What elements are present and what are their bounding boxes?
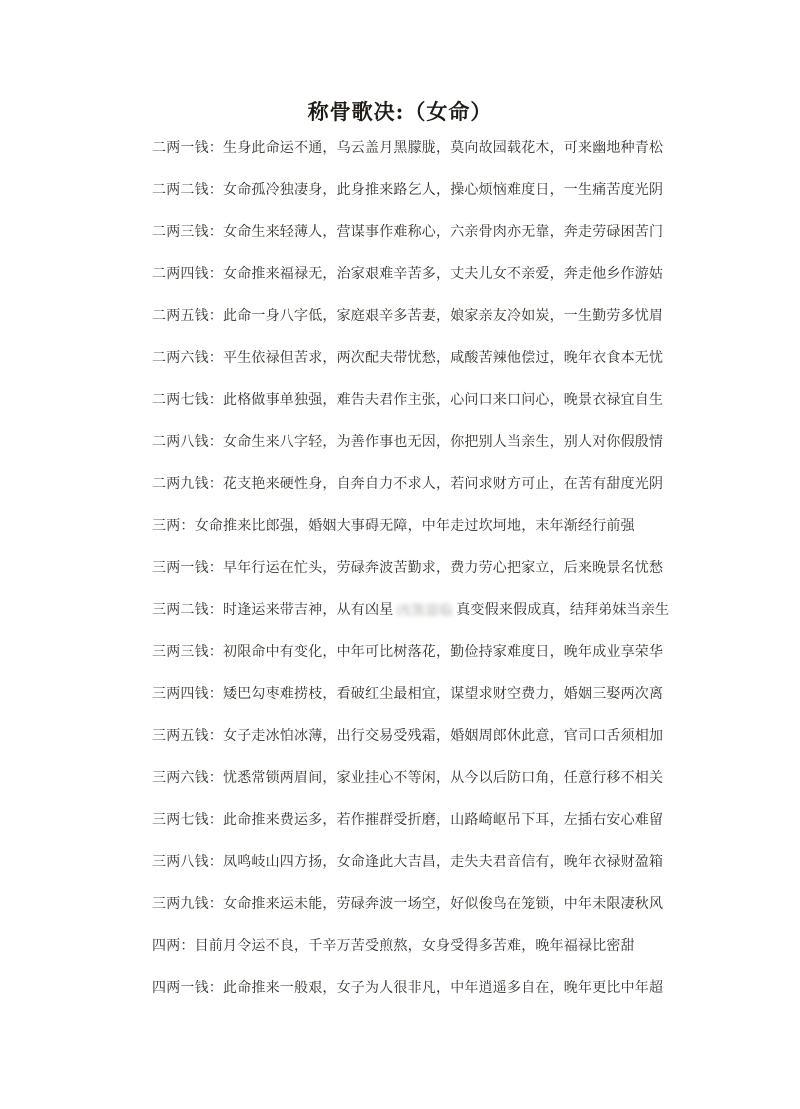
verse-weight: 三两七钱： — [152, 812, 223, 828]
verse-weight: 二两二钱： — [152, 182, 223, 198]
verse-weight: 二两六钱： — [152, 350, 223, 366]
verse-text: 女命推来运未能，劳碌奔波一场空，好似俊鸟在笼锁，中年未限凄秋风 — [223, 896, 664, 912]
verse-weight: 四两： — [152, 938, 195, 954]
verse-weight: 二两三钱： — [152, 224, 223, 240]
verse-weight: 二两四钱： — [152, 266, 223, 282]
verse-text: 花支艳来硬性身，自奔自力不求人，若问求财方可止，在苦有甜度光阴 — [223, 476, 664, 492]
verse-text: 此格做事单独强，难告夫君作主张，心问口来口问心，晚景衣禄宜自生 — [223, 392, 664, 408]
verse-line — [152, 295, 712, 337]
verse-list — [152, 127, 712, 1009]
verse-weight: 三两八钱： — [152, 854, 223, 870]
verse-text: 此命推来一般艰，女子为人很非凡，中年逍遥多自在，晚年更比中年超 — [223, 980, 664, 996]
verse-weight: 三两九钱： — [152, 896, 223, 912]
verse-line — [152, 337, 712, 379]
verse-text: 此命推来费运多，若作摧群受折磨，山路崎岖吊下耳，左插右安心难留 — [223, 812, 664, 828]
verse-line — [152, 505, 712, 547]
verse-line — [152, 421, 712, 463]
verse-line — [152, 127, 712, 169]
verse-line — [152, 967, 712, 1009]
verse-weight: 三两六钱： — [152, 770, 223, 786]
verse-weight: 二两九钱： — [152, 476, 223, 492]
verse-weight: 二两五钱： — [152, 308, 223, 324]
verse-line — [152, 463, 712, 505]
verse-text: 女命生来轻薄人，营谋事作难称心，六亲骨肉亦无靠，奔走劳碌困苦门 — [223, 224, 664, 240]
verse-text: 女命推来福禄无，治家艰难辛苦多，丈夫儿女不亲爱，奔走他乡作游姑 — [223, 266, 664, 282]
verse-line — [152, 169, 712, 211]
verse-line — [152, 211, 712, 253]
verse-text: 时逢运来带吉神，从有凶星 — [223, 602, 394, 618]
verse-line — [152, 589, 712, 631]
verse-text: 女命孤冷独凄身，此身推来路乞人，操心烦恼难度日，一生痛苦度光阴 — [223, 182, 664, 198]
verse-line — [152, 925, 712, 967]
verse-text: 凤鸣岐山四方扬，女命逢此大吉昌，走失夫君音信有，晚年衣禄财盈箱 — [223, 854, 664, 870]
verse-weight: 三两一钱： — [152, 560, 223, 576]
verse-weight: 四两一钱： — [152, 980, 223, 996]
verse-line — [152, 883, 712, 925]
verse-weight: 二两七钱： — [152, 392, 223, 408]
verse-text: 真变假来假成真，结拜弟妹当亲生 — [456, 602, 670, 618]
verse-weight: 三两三钱： — [152, 644, 223, 660]
verse-line — [152, 757, 712, 799]
verse-weight: 三两： — [152, 518, 195, 534]
verse-weight: 三两五钱： — [152, 728, 223, 744]
verse-text: 矮巴勾枣难捞枝，看破红尘最相宜，谋望求财空费力，婚姻三娶两次离 — [223, 686, 664, 702]
verse-text: 平生依禄但苦求，两次配夫带忧愁，咸酸苦辣他偿过，晚年衣食本无忧 — [223, 350, 664, 366]
verse-text: 生身此命运不通，乌云盖月黑朦胧，莫向故园载花木，可来幽地种青松 — [223, 140, 664, 156]
verse-weight: 二两八钱： — [152, 434, 223, 450]
verse-line — [152, 547, 712, 589]
verse-line — [152, 253, 712, 295]
verse-text: 目前月令运不良，千辛万苦受煎熬，女身受得多苦难，晚年福禄比密甜 — [194, 938, 635, 954]
verse-text: 女命推来比郎强，婚姻大事碍无障，中年走过坎坷地，末年渐经行前强 — [194, 518, 635, 534]
verse-weight: 二两一钱： — [152, 140, 223, 156]
verse-weight: 三两四钱： — [152, 686, 223, 702]
page-title: 称骨歌决:（女命） — [307, 99, 493, 124]
verse-line — [152, 715, 712, 757]
verse-weight: 三两二钱： — [152, 602, 223, 618]
verse-line — [152, 631, 712, 673]
verse-line — [152, 799, 712, 841]
verse-text: 初限命中有变化，中年可比树落花，勤俭持家难度日，晚年成业享荣华 — [223, 644, 664, 660]
verse-line — [152, 379, 712, 421]
blurred-text: 凶煞退临 — [396, 603, 454, 619]
verse-text: 女命生来八字轻，为善作事也无因，你把别人当亲生，别人对你假殷情 — [223, 434, 664, 450]
verse-text: 此命一身八字低，家庭艰辛多苦妻，娘家亲友冷如炭，一生勤劳多忧眉 — [223, 308, 664, 324]
verse-text: 忧悉常锁两眉间，家业挂心不等闲，从今以后防口角，任意行移不相关 — [223, 770, 664, 786]
verse-text: 女子走冰怕冰薄，出行交易受残霜，婚姻周郎休此意，官司口舌须相加 — [223, 728, 664, 744]
verse-text: 早年行运在忙头，劳碌奔波苦勤求，费力劳心把家立，后来晚景名忧愁 — [223, 560, 664, 576]
verse-line — [152, 673, 712, 715]
verse-line — [152, 841, 712, 883]
